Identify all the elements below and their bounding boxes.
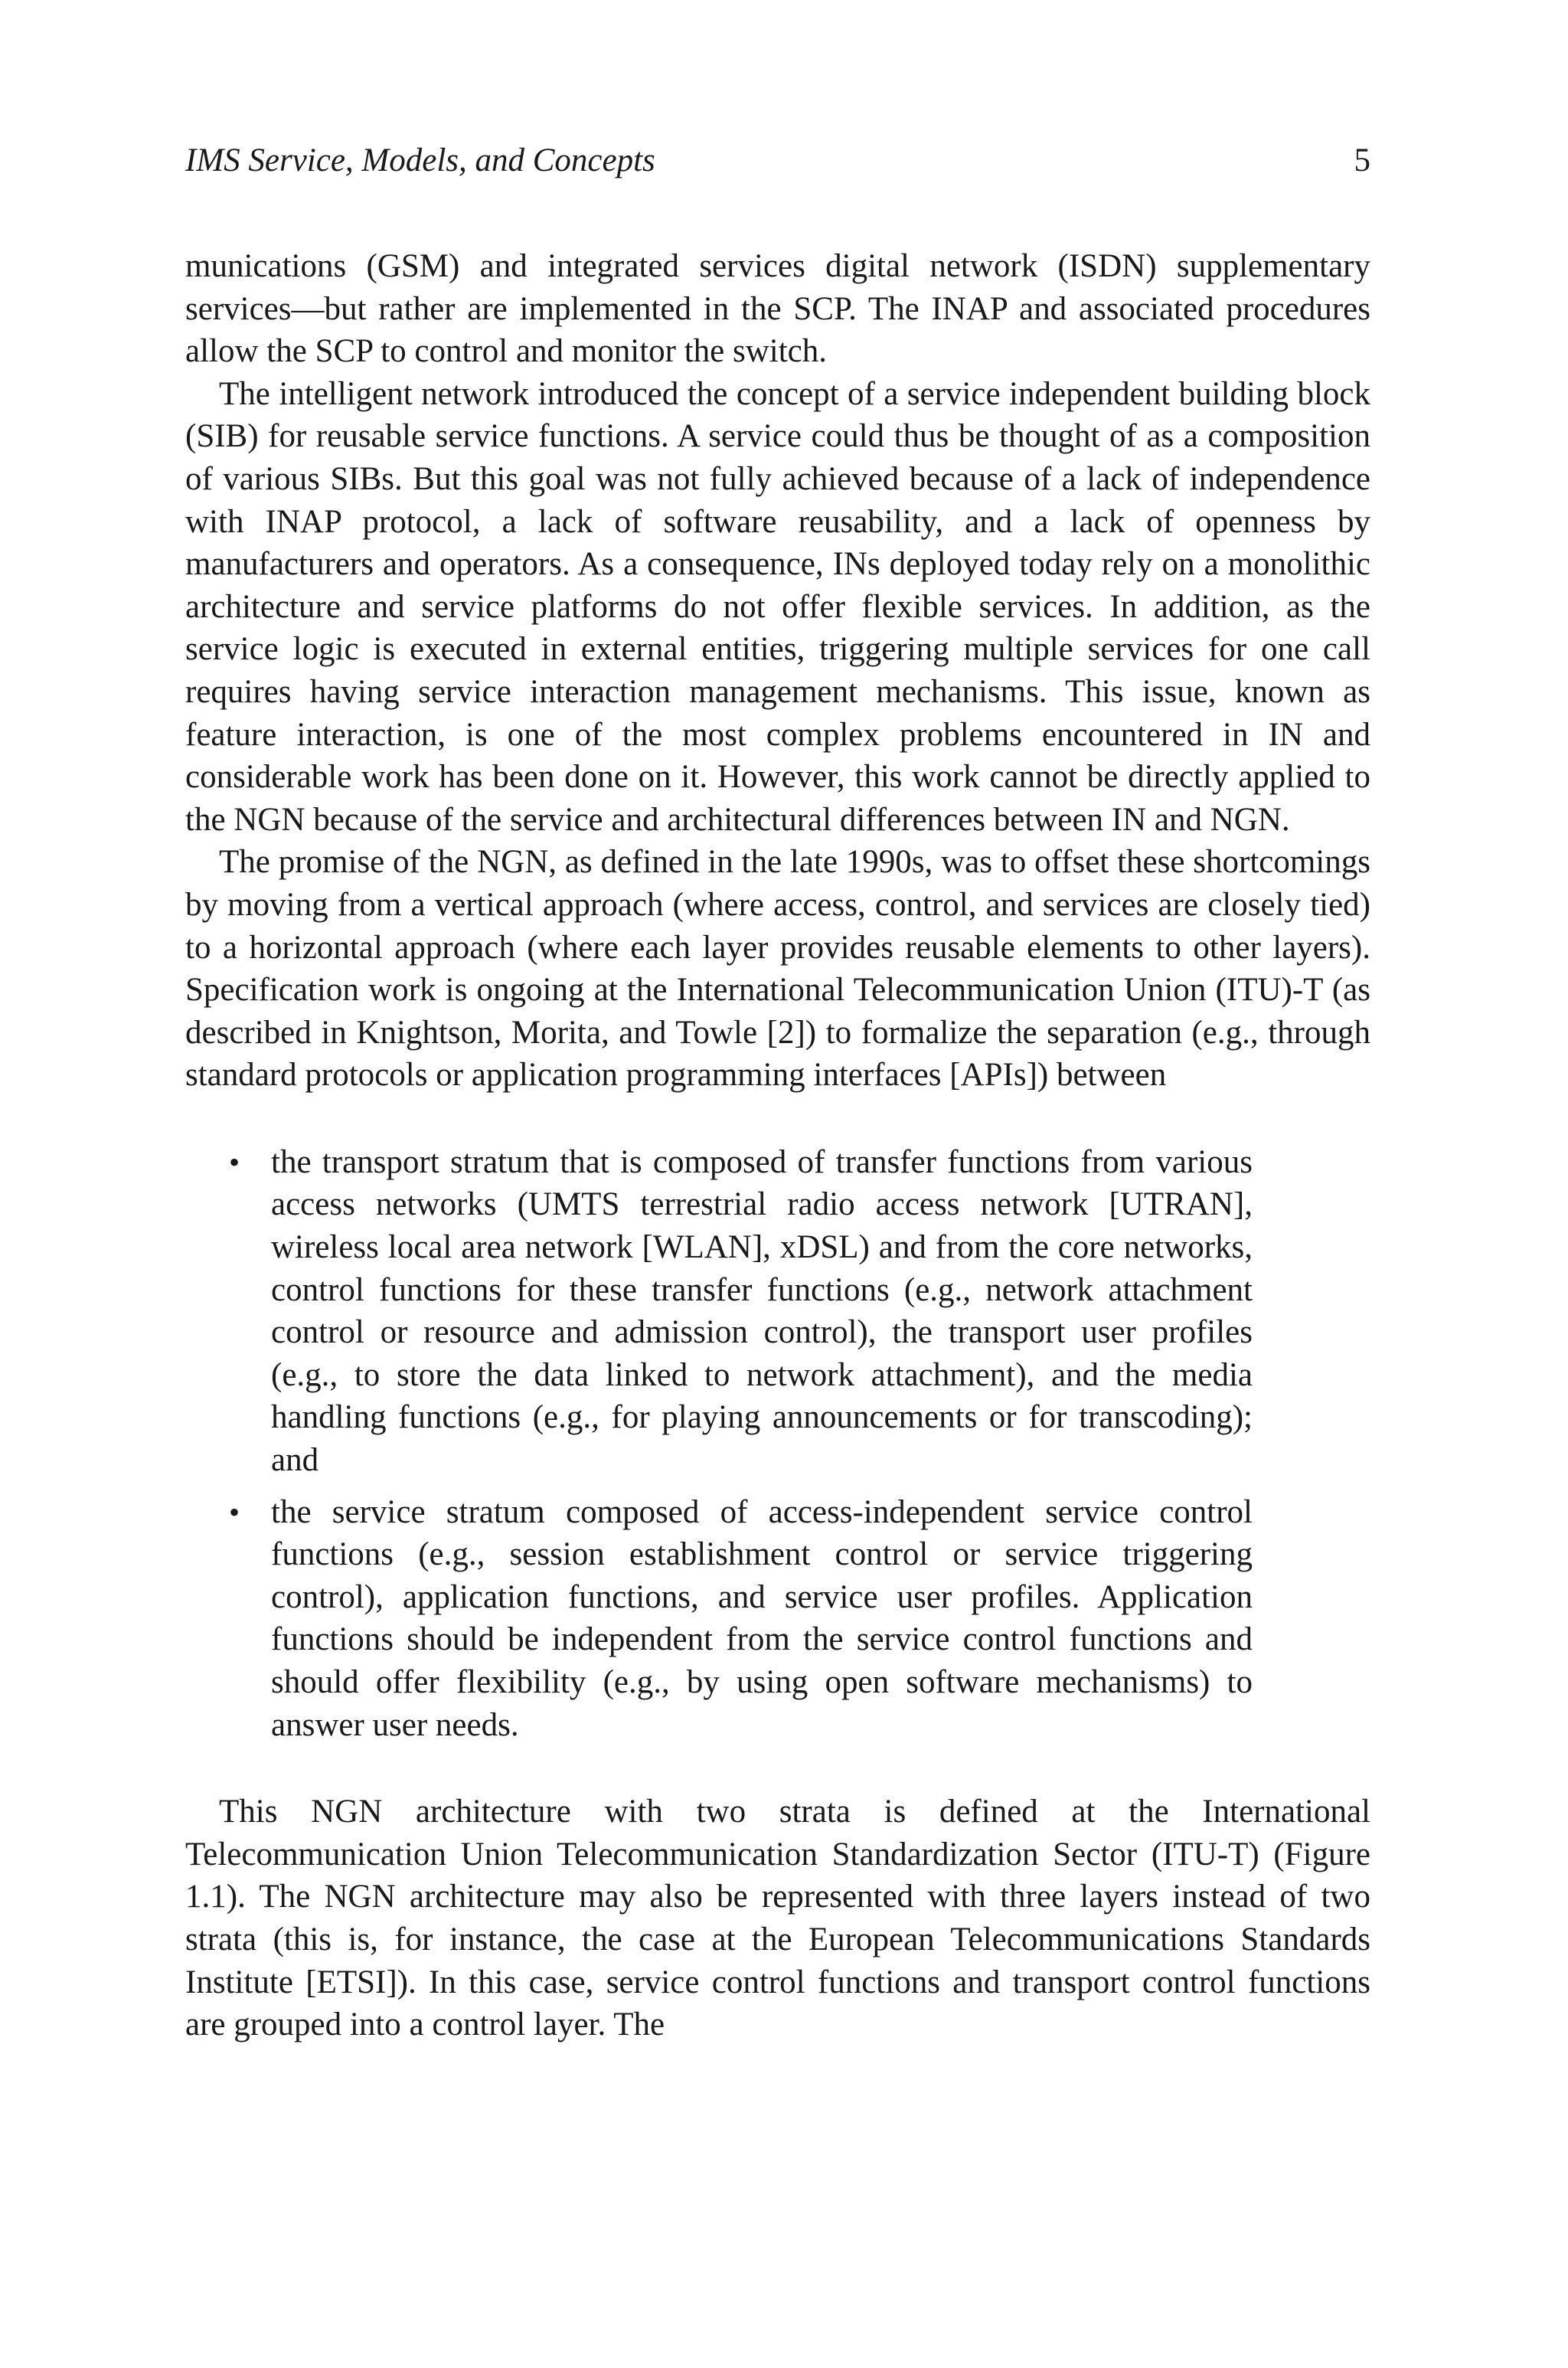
running-head-title: IMS Service, Models, and Concepts (185, 142, 655, 178)
list-item-text: the service stratum composed of access-independent service control functions (e.g., session establishment control or service triggering control), application functions, and service user profiles. Application functions should be independent from the service control functions and should offer flexibility (e.g., by using open software mechanisms) to answer user needs. (271, 1493, 1253, 1743)
page-number: 5 (1354, 142, 1370, 178)
body-text (185, 245, 1370, 2046)
list-item-transport-stratum (229, 1141, 1253, 1482)
list-item-service-stratum (229, 1491, 1253, 1747)
paragraph-continuation: munications (GSM) and integrated services digital network (ISDN) supplementary services—but rather are implemented in the SCP. The INAP and associated procedures allow the SCP to control and monitor the switch. (185, 248, 1370, 370)
paragraph-two-strata: This NGN architecture with two strata is defined at the International Telecommunication Union Telecommunication Standardization Sector (ITU-T) (Figure 1.1). The NGN architecture may also be represented with three layers instead of two strata (this is, for instance, the case at the European Telecommunications Standards Institute [ETSI]). In this case, service control functions and transport control functions are grouped into a control layer. The (185, 1794, 1370, 2043)
strata-list (185, 1141, 1253, 1746)
paragraph-ngn-promise: The promise of the NGN, as defined in the late 1990s, was to offset these shortcomings by moving from a vertical approach (where access, control, and services are closely tied) to a horizontal approach (where each layer provides reusable elements to other layers). Specification work is ongoing at the International Telecommunication Union (ITU)-T (as described in Knightson, Morita, and Towle [2]) to formalize the separation (e.g., through standard protocols or application programming interfaces [APIs]) between (185, 844, 1370, 1094)
bullet-icon: • (229, 1494, 240, 1529)
list-item-text: the transport stratum that is composed of transfer functions from various access networks (UMTS terrestrial radio access network [UTRAN], wireless local area network [WLAN], xDSL) and from the core networks, control functions for these transfer functions (e.g., network attachment control or resource and admission control), the transport user profiles (e.g., to store the data linked to network attachment), and the media handling functions (e.g., for playing announcements or for transcoding); and (271, 1143, 1253, 1479)
running-head (185, 136, 1370, 185)
paragraph-intelligent-network: The intelligent network introduced the concept of a service independent building block (SIB) for reusable service functions. A service could thus be thought of as a composition of various SIBs. But this goal was not fully achieved because of a lack of independence with INAP protocol, a lack of software reusability, and a lack of openness by manufacturers and operators. As a consequence, INs deployed today rely on a monolithic architecture and service platforms do not offer flexible services. In addition, as the service logic is executed in external entities, triggering multiple services for one call requires having service interaction management mechanisms. This issue, known as feature interaction, is one of the most complex problems encountered in IN and considerable work has been done on it. However, this work cannot be directly applied to the NGN because of the service and architectural differences between IN and NGN. (185, 375, 1370, 838)
bullet-icon: • (229, 1144, 240, 1179)
